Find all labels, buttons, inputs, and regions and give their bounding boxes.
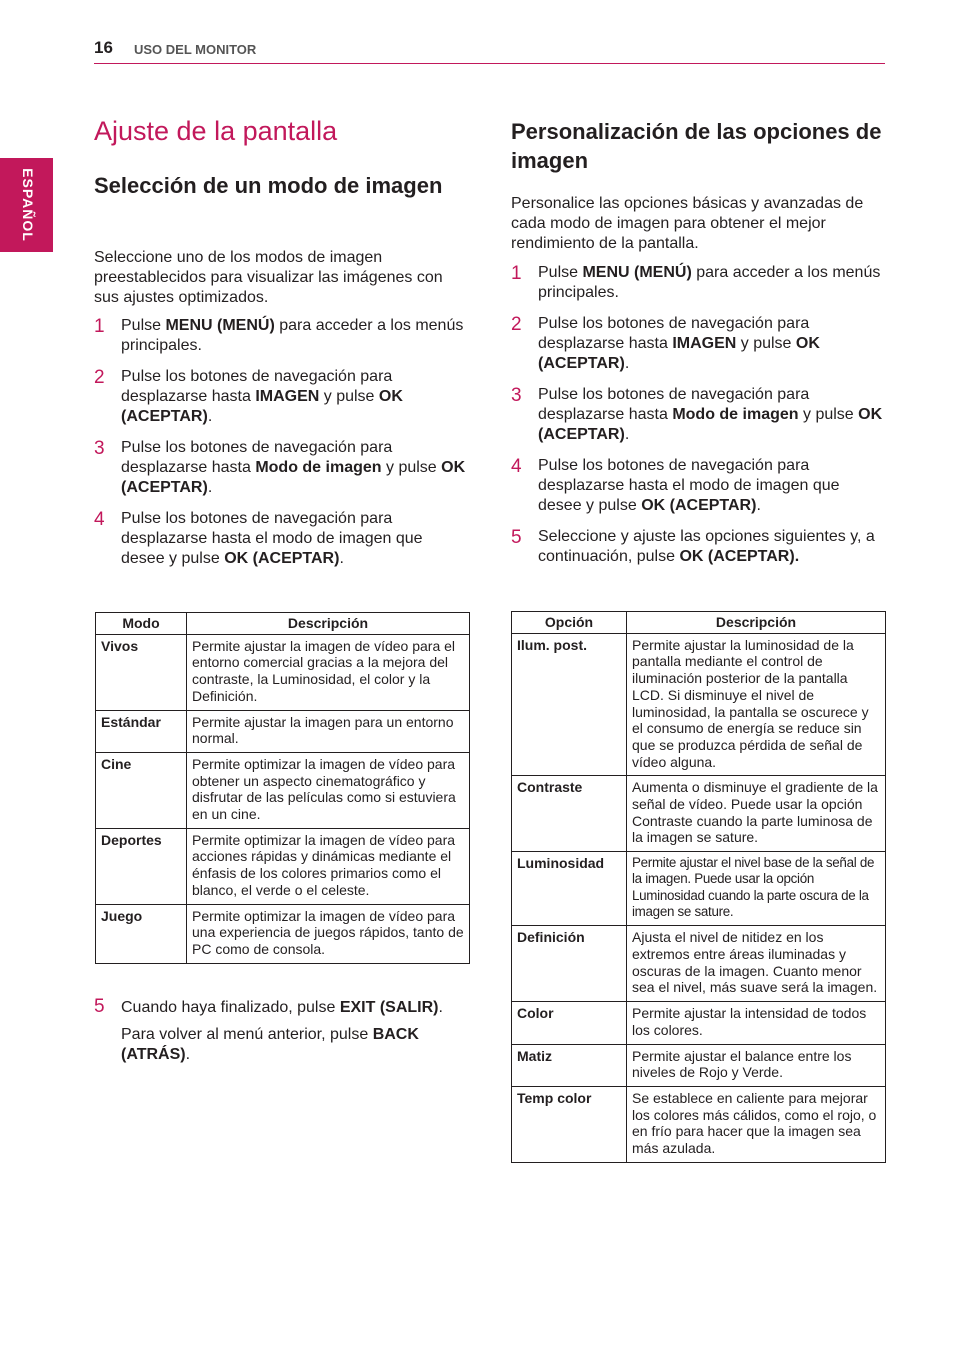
language-label: ESPAÑOL xyxy=(20,168,36,242)
steps-list-picture-options xyxy=(511,263,886,578)
step-item xyxy=(511,314,886,374)
table-header-row xyxy=(96,613,470,635)
step-item xyxy=(94,438,470,498)
picture-mode-table xyxy=(95,612,470,964)
step-text: Pulse los botones de navegación para desplazarse hasta IMAGEN y pulse OK (ACEPTAR). xyxy=(538,315,820,372)
table-term-cell: Temp color xyxy=(512,1086,627,1162)
step-text: Pulse los botones de navegación para desplazarse hasta IMAGEN y pulse OK (ACEPTAR). xyxy=(121,368,403,425)
page-number: 16 xyxy=(94,38,113,57)
table-term-cell: Juego xyxy=(96,904,187,963)
running-title: USO DEL MONITOR xyxy=(134,42,257,57)
step-item xyxy=(511,527,886,567)
step-text: Seleccione y ajuste las opciones siguientes y, a continuación, pulse OK (ACEPTAR). xyxy=(538,528,875,565)
table-term-cell: Cine xyxy=(96,752,187,828)
table-header-cell: Descripción xyxy=(627,612,886,634)
step-item xyxy=(94,509,470,569)
table-desc-cell: Permite ajustar la luminosidad de la pantalla mediante el control de iluminación posterior de la pantalla LCD. Si disminuye el nivel de luminosidad, la pantalla se oscurece y el consumo de energía se reduce sin que se produzca pérdida de señal de vídeo alguna. xyxy=(627,633,886,776)
step-number: 1 xyxy=(94,316,105,337)
step-text: Pulse MENU (MENÚ) para acceder a los menús principales. xyxy=(538,264,881,301)
step-number: 5 xyxy=(511,527,522,548)
table-row xyxy=(96,634,470,710)
table-header-row xyxy=(512,612,886,634)
step-number: 4 xyxy=(94,509,105,530)
language-side-tab xyxy=(0,158,53,252)
step-number: 3 xyxy=(511,385,522,406)
section-intro-picture-mode: Seleccione uno de los modos de imagen preestablecidos para visualizar las imágenes con sus ajustes optimizados. xyxy=(94,249,443,306)
table-term-cell: Estándar xyxy=(96,710,187,752)
table-row xyxy=(512,926,886,1002)
table-desc-cell: Permite optimizar la imagen de vídeo para obtener un aspecto cinematográfico y disfrutar de las películas como si estuviera en un cine. xyxy=(187,752,470,828)
step-number: 5 xyxy=(94,996,105,1017)
table-desc-cell: Permite ajustar el nivel base de la señal de la imagen. Puede usar la opción Luminosidad cuando la parte oscura de la imagen se sature. xyxy=(627,852,886,926)
table-term-cell: Vivos xyxy=(96,634,187,710)
step-text: Pulse MENU (MENÚ) para acceder a los menús principales. xyxy=(121,317,464,354)
section-intro-picture-options: Personalice las opciones básicas y avanzadas de cada modo de imagen para obtener el mejor rendimiento de la pantalla. xyxy=(511,195,864,252)
step-text: Pulse los botones de navegación para desplazarse hasta el modo de imagen que desee y pulse OK (ACEPTAR). xyxy=(121,510,423,567)
table-header-cell: Modo xyxy=(96,613,187,635)
table-row xyxy=(512,1044,886,1086)
table-desc-cell: Permite ajustar la imagen para un entorno normal. xyxy=(187,710,470,752)
table-header-cell: Opción xyxy=(512,612,627,634)
step-item xyxy=(511,456,886,516)
step-number: 1 xyxy=(511,263,522,284)
step-number: 4 xyxy=(511,456,522,477)
table-row xyxy=(96,828,470,904)
step-text: Pulse los botones de navegación para desplazarse hasta el modo de imagen que desee y pulse OK (ACEPTAR). xyxy=(538,457,840,514)
step-text: Pulse los botones de navegación para desplazarse hasta Modo de imagen y pulse OK (ACEPTAR). xyxy=(538,386,883,443)
table-term-cell: Luminosidad xyxy=(512,852,627,926)
step-item xyxy=(94,996,470,1065)
table-term-cell: Color xyxy=(512,1002,627,1044)
table-desc-cell: Permite ajustar la intensidad de todos los colores. xyxy=(627,1002,886,1044)
table-desc-cell: Se establece en caliente para mejorar los colores más cálidos, como el rojo, o en frío para hacer que la imagen sea más azulada. xyxy=(627,1086,886,1162)
step-item xyxy=(511,385,886,445)
table-desc-cell: Aumenta o disminuye el gradiente de la señal de vídeo. Puede usar la opción Contraste cuando la parte luminosa de la imagen se sature. xyxy=(627,776,886,852)
table-row xyxy=(96,752,470,828)
picture-options-table xyxy=(511,611,886,1163)
section-title-picture-mode: Selección de un modo de imagen xyxy=(94,173,443,198)
page-title: Ajuste de la pantalla xyxy=(94,116,338,146)
section-title-picture-options: Personalización de las opciones de imagen xyxy=(511,119,882,173)
table-row xyxy=(512,1002,886,1044)
table-term-cell: Deportes xyxy=(96,828,187,904)
table-desc-cell: Permite ajustar el balance entre los niveles de Rojo y Verde. xyxy=(627,1044,886,1086)
step-item xyxy=(94,316,470,356)
step-text: Cuando haya finalizado, pulse EXIT (SALIR). Para volver al menú anterior, pulse BACK (ATRÁS). xyxy=(121,999,443,1063)
steps-list-picture-mode xyxy=(94,316,470,580)
step-item xyxy=(511,263,886,303)
table-desc-cell: Permite ajustar la imagen de vídeo para el entorno comercial gracias a la mejora del contraste, la Luminosidad, el color y la Definición. xyxy=(187,634,470,710)
table-term-cell: Definición xyxy=(512,926,627,1002)
table-row xyxy=(512,776,886,852)
step-number: 2 xyxy=(94,367,105,388)
table-row xyxy=(96,710,470,752)
table-row xyxy=(512,633,886,776)
table-desc-cell: Permite optimizar la imagen de vídeo para acciones rápidas y dinámicas mediante el énfasis de los colores primarios como el blanco, el verde o el celeste. xyxy=(187,828,470,904)
table-row xyxy=(512,852,886,926)
table-term-cell: Matiz xyxy=(512,1044,627,1086)
table-desc-cell: Permite optimizar la imagen de vídeo para una experiencia de juegos rápidos, tanto de PC como de consola. xyxy=(187,904,470,963)
table-desc-cell: Ajusta el nivel de nitidez en los extremos entre áreas iluminadas y oscuras de la imagen. Cuanto menor sea el nivel, más suave será la imagen. xyxy=(627,926,886,1002)
page-header xyxy=(94,38,885,64)
table-term-cell: Ilum. post. xyxy=(512,633,627,776)
step-number: 3 xyxy=(94,438,105,459)
table-term-cell: Contraste xyxy=(512,776,627,852)
table-header-cell: Descripción xyxy=(187,613,470,635)
step-item xyxy=(94,367,470,427)
table-row xyxy=(96,904,470,963)
table-row xyxy=(512,1086,886,1162)
step-text: Pulse los botones de navegación para desplazarse hasta Modo de imagen y pulse OK (ACEPTAR). xyxy=(121,439,466,496)
step-number: 2 xyxy=(511,314,522,335)
